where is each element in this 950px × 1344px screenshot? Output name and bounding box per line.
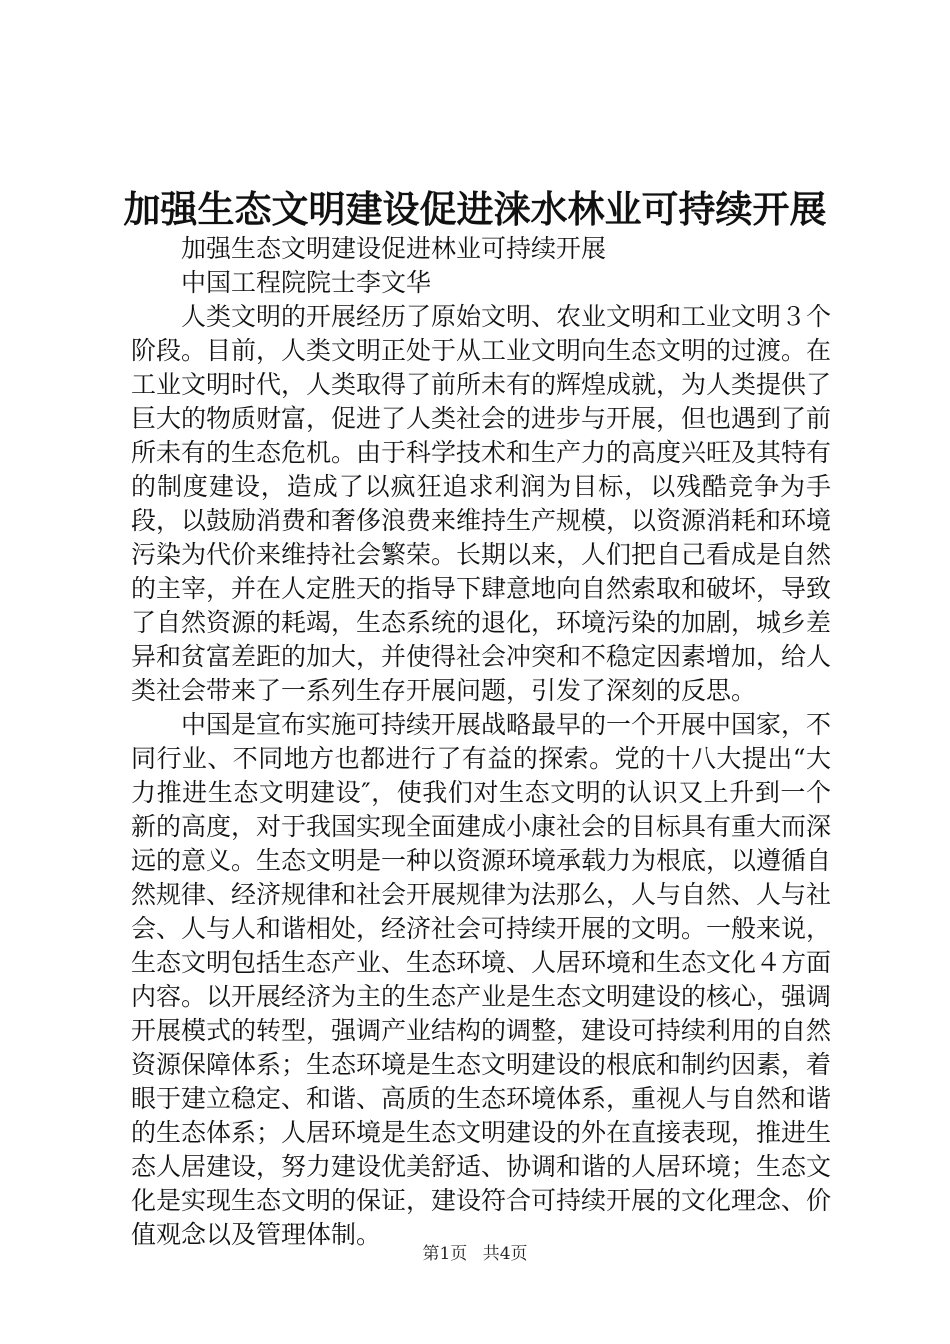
page-number: 第1页 <box>422 1244 468 1264</box>
author-line: 中国工程院院士李文华 <box>181 268 432 297</box>
subtitle: 加强生态文明建设促进林业可持续开展 <box>181 234 607 263</box>
document-body <box>131 232 831 1252</box>
page-total: 共4页 <box>482 1244 528 1264</box>
body-paragraph: 中国是宣布实施可持续开展战略最早的一个开展中国家，不同行业、不同地方也都进行了有益的探索。党的十八大提出“大力推进生态文明建设″，使我们对生态文明的认识又上升到一个新的高度，对于我国实现全面建成小康社会的目标具有重大而深远的意义。生态文明是一种以资源环境承载力为根底，以遵循自然规律、经济规律和社会开展规律为法那么，人与自然、人与社会、人与人和谐相处，经济社会可持续开展的文明。一般来说，生态文明包括生态产业、生态环境、人居环境和生态文化４方面内容。以开展经济为主的生态产业是生态文明建设的核心，强调开展模式的转型，强调产业结构的调整，建设可持续利用的自然资源保障体系；生态环境是生态文明建设的根底和制约因素，着眼于建立稳定、和谐、高质的生态环境体系，重视人与自然和谐的生态体系；人居环境是生态文明建设的外在直接表现，推进生态人居建设，努力建设优美舒适、协调和谐的人居环境；生态文化是实现生态文明的保证，建设符合可持续开展的文化理念、价值观念以及管理体制。 <box>131 710 832 1249</box>
document-title: 加强生态文明建设促进涞水林业可持续开展 <box>123 187 827 231</box>
page-footer <box>0 1242 950 1266</box>
body-paragraph: 人类文明的开展经历了原始文明、农业文明和工业文明３个阶段。目前，人类文明正处于从工业文明向生态文明的过渡。在工业文明时代，人类取得了前所未有的辉煌成就，为人类提供了巨大的物质财富，促进了人类社会的进步与开展，但也遇到了前所未有的生态危机。由于科学技术和生产力的高度兴旺及其特有的制度建设，造成了以疯狂追求利润为目标，以残酷竞争为手段，以鼓励消费和奢侈浪费来维持生产规模，以资源消耗和环境污染为代价来维持社会繁荣。长期以来，人们把自己看成是自然的主宰，并在人定胜天的指导下肆意地向自然索取和破坏，导致了自然资源的耗竭，生态系统的退化，环境污染的加剧，城乡差异和贫富差距的加大，并使得社会冲突和不稳定因素增加，给人类社会带来了一系列生存开展问题，引发了深刻的反思。 <box>131 302 832 705</box>
